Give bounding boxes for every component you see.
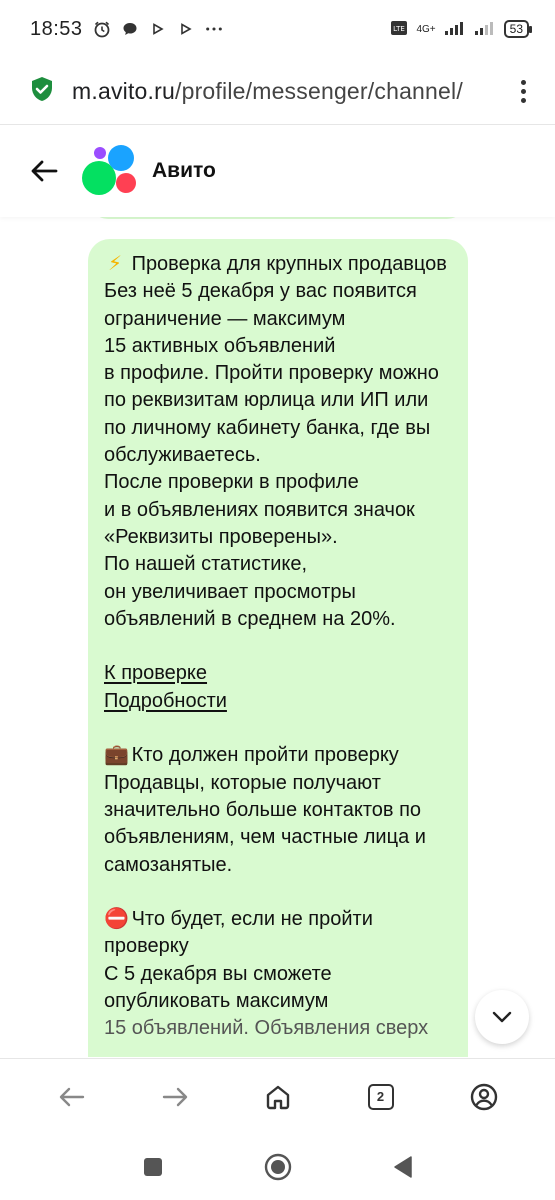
- chat-notification-icon: [121, 20, 139, 38]
- home-button[interactable]: [254, 1073, 302, 1121]
- more-notifications-icon: [205, 20, 223, 38]
- link-check[interactable]: К проверке: [104, 662, 208, 685]
- chat-title: Авито: [152, 159, 216, 182]
- browser-menu-button[interactable]: [513, 80, 533, 103]
- system-nav-bar: [0, 1134, 555, 1200]
- status-time: 18:53: [30, 17, 83, 40]
- message-bubble: [88, 239, 468, 1057]
- arrow-right-icon: [162, 1086, 188, 1108]
- section2-title-row: [104, 742, 454, 769]
- spacer: [104, 633, 454, 660]
- section2-body: Продавцы, которые получают значительно больше контактов по объявлениям, чем частные лица и самозанятые.: [104, 771, 426, 876]
- chat-header: [0, 125, 555, 217]
- spacer: [104, 879, 454, 906]
- browser-forward-button[interactable]: [151, 1073, 199, 1121]
- section1-title-row: [104, 251, 454, 278]
- chat-area[interactable]: [0, 217, 555, 1057]
- section1-title: Проверка для крупных продавцов: [131, 253, 447, 275]
- url-path: /profile/messenger/channel/: [174, 77, 463, 104]
- circle-icon: [263, 1152, 293, 1182]
- recent-apps-button[interactable]: [129, 1143, 177, 1191]
- section3-title-row: [104, 906, 454, 961]
- no-entry-icon: ⛔: [104, 908, 129, 931]
- svg-text:LTE: LTE: [393, 24, 406, 33]
- browser-toolbar: [0, 1058, 555, 1134]
- avito-logo[interactable]: [80, 143, 142, 199]
- back-button[interactable]: [28, 155, 60, 187]
- alarm-icon: [93, 20, 111, 38]
- logo-dot-red: [116, 173, 136, 193]
- square-icon: [142, 1156, 164, 1178]
- system-back-button[interactable]: [379, 1143, 427, 1191]
- lightning-icon: ⚡: [107, 253, 123, 275]
- arrow-left-icon: [30, 159, 58, 183]
- signal-icon: [444, 20, 466, 39]
- status-bar: [0, 0, 555, 58]
- play-notification-icon-2: [177, 20, 195, 38]
- play-notification-icon: [149, 20, 167, 38]
- home-icon: [265, 1084, 291, 1110]
- account-icon: [470, 1083, 498, 1111]
- signal-icon-2: [474, 20, 496, 39]
- chevron-down-icon: [492, 1011, 512, 1023]
- arrow-left-icon: [59, 1086, 85, 1108]
- account-button[interactable]: [460, 1073, 508, 1121]
- section3-cut-line: 15 объявлений. Объявления сверх: [104, 1017, 429, 1040]
- volte-icon: [390, 20, 408, 39]
- section3-body: С 5 декабря вы сможете опубликовать максимум: [104, 962, 332, 1013]
- logo-dot-purple: [94, 147, 106, 159]
- tabs-count: 2: [368, 1084, 394, 1110]
- previous-message-bubble: [90, 217, 465, 219]
- section1-body: Без неё 5 декабря у вас появится ограничение — максимум 15 активных объявлений в профиле. Пройти проверку можно по реквизитам юрлица или ИП или по личному кабинету банка, где вы обслуживаетесь. После проверки в профиле и в объявлениях появится значок «Реквизиты проверены». По нашей статистике, он увеличивает просмотры объявлений в среднем на 20%.: [104, 280, 439, 630]
- secure-shield-icon[interactable]: [30, 76, 54, 107]
- scroll-down-button[interactable]: [475, 990, 529, 1044]
- section2-title: Кто должен пройти проверку: [131, 744, 399, 767]
- link-details[interactable]: Подробности: [104, 689, 227, 712]
- browser-back-button[interactable]: [48, 1073, 96, 1121]
- triangle-back-icon: [392, 1155, 414, 1179]
- battery-level: 53: [509, 22, 523, 36]
- url-text[interactable]: [72, 78, 482, 105]
- system-home-button[interactable]: [254, 1143, 302, 1191]
- status-right: [390, 20, 529, 39]
- battery-icon: [504, 20, 529, 38]
- status-left: [30, 18, 223, 41]
- section3-title: Что будет, если не пройти проверку: [104, 908, 373, 958]
- url-domain: m.avito.ru: [72, 77, 175, 104]
- url-bar[interactable]: [0, 58, 555, 124]
- briefcase-icon: 💼: [104, 744, 129, 767]
- logo-dot-blue: [108, 145, 134, 171]
- tabs-button[interactable]: [357, 1073, 405, 1121]
- network-type: 4G+: [416, 23, 436, 35]
- spacer: [104, 715, 454, 742]
